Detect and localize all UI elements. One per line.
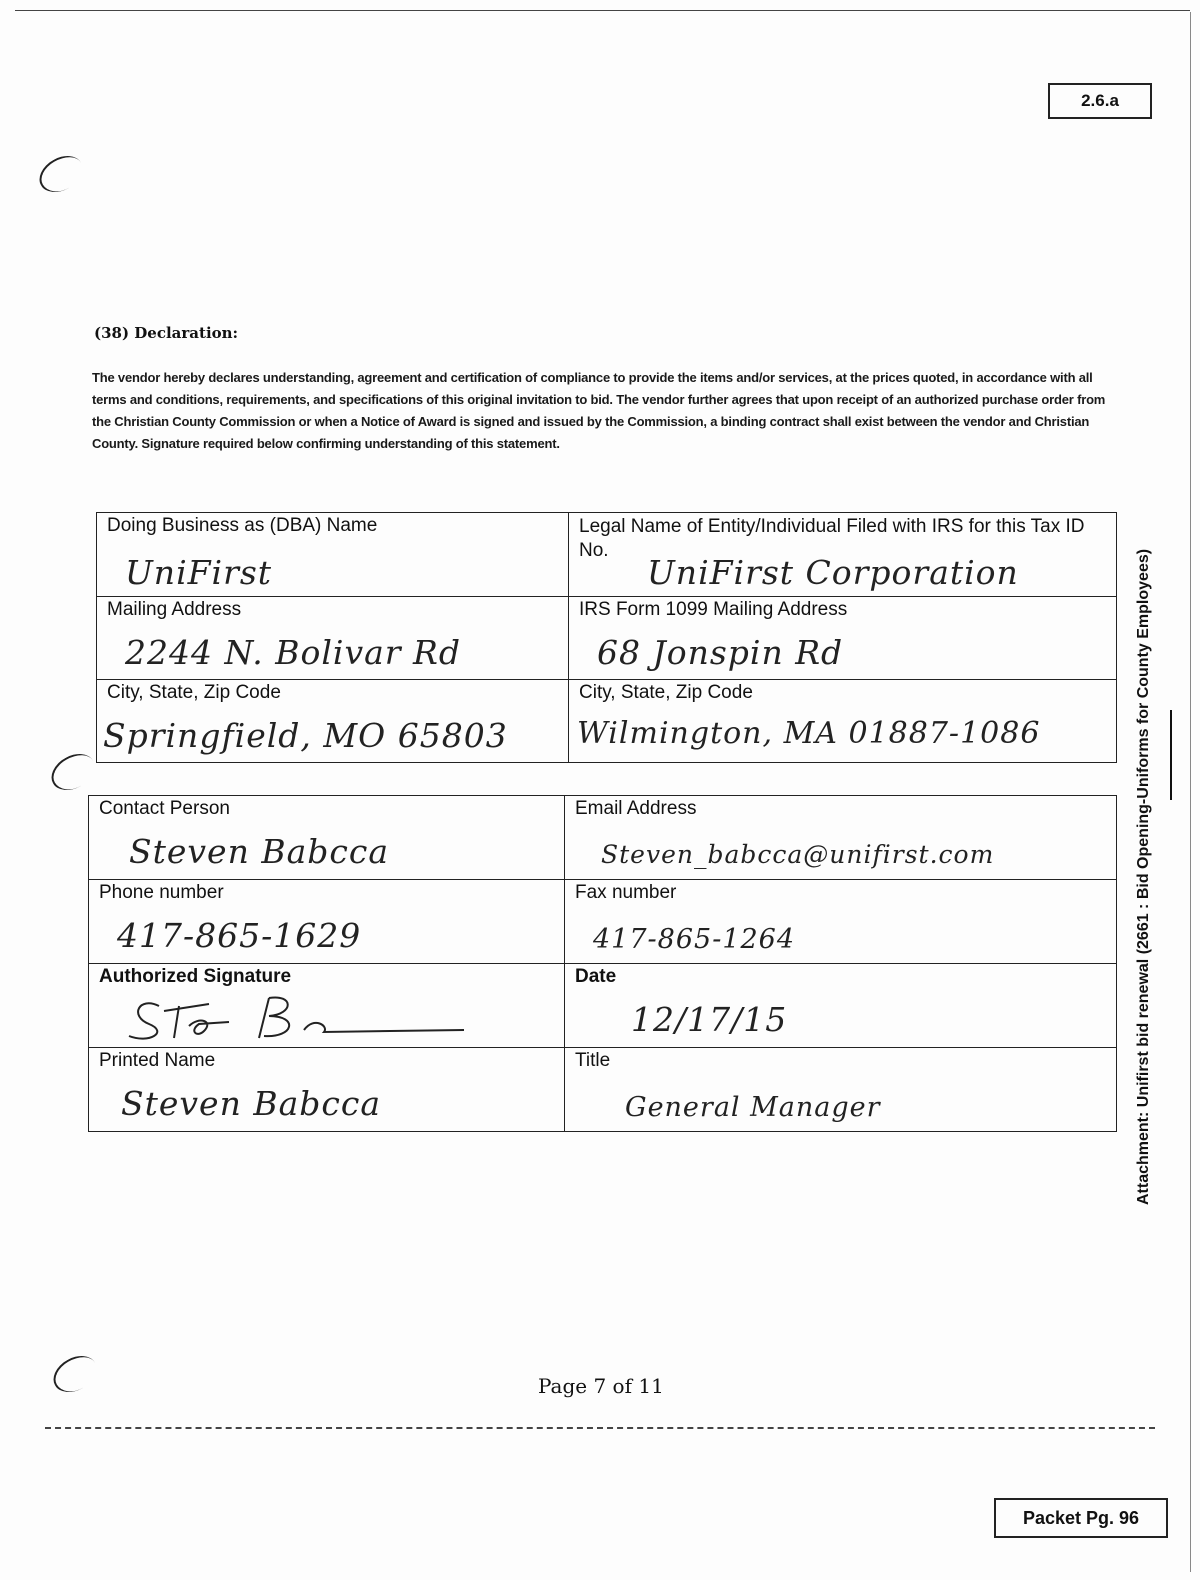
packet-page-stamp: Packet Pg. 96 bbox=[994, 1498, 1168, 1538]
right-border-line bbox=[1190, 12, 1191, 1572]
mailing-address-cell bbox=[97, 597, 569, 680]
attachment-side-note: Attachment: Unifirst bid renewal (2661 : Bid Opening-Uniforms for County Employees) bbox=[1135, 548, 1152, 1205]
section-stamp: 2.6.a bbox=[1048, 83, 1152, 119]
declaration-heading: (38) Declaration: bbox=[94, 324, 239, 342]
email-address-cell bbox=[565, 796, 1117, 880]
title-label: Title bbox=[575, 1050, 611, 1071]
contact-person-label: Contact Person bbox=[99, 798, 230, 819]
contact-person-value: Steven Babcca bbox=[129, 832, 390, 871]
handwritten-signature bbox=[119, 986, 479, 1046]
legal-name-value: UniFirst Corporation bbox=[647, 553, 1019, 592]
punch-hole-icon bbox=[47, 1349, 103, 1400]
top-border-line bbox=[15, 10, 1190, 11]
fax-number-value: 417-865-1264 bbox=[593, 924, 796, 955]
irs-city-state-zip-label: City, State, Zip Code bbox=[579, 682, 753, 703]
email-address-value: Steven_babcca@unifirst.com bbox=[601, 840, 995, 869]
authorized-signature-label: Authorized Signature bbox=[99, 966, 292, 987]
printed-name-label: Printed Name bbox=[99, 1050, 216, 1071]
irs-mailing-address-cell bbox=[569, 597, 1117, 680]
page-number: Page 7 of 11 bbox=[538, 1374, 664, 1398]
phone-number-value: 417-865-1629 bbox=[117, 916, 362, 955]
declaration-text: The vendor hereby declares understanding, agreement and certification of compliance to provide the items and/or services, at the prices quoted, in accordance with all terms and conditions, requirements, and specifications of this original invitation to bid. The vendor further agrees that upon receipt of an authorized purchase order from the Christian County Commission or when a Notice of Award is signed and issued by the Commission, a binding contract shall exist between the vendor and Christian County. Signature required below confirming understanding of this statement. bbox=[92, 370, 1106, 451]
dba-cell bbox=[97, 513, 569, 597]
city-state-zip-value: Springfield, MO 65803 bbox=[103, 716, 508, 755]
authorized-signature-cell bbox=[89, 964, 565, 1048]
date-value: 12/17/15 bbox=[631, 1000, 788, 1039]
email-address-label: Email Address bbox=[575, 798, 697, 819]
fax-number-cell bbox=[565, 880, 1117, 964]
side-margin-bar bbox=[1170, 710, 1172, 800]
vendor-address-table bbox=[96, 512, 1117, 763]
city-state-zip-label: City, State, Zip Code bbox=[107, 682, 281, 703]
mailing-address-value: 2244 N. Bolivar Rd bbox=[125, 633, 461, 672]
legal-name-label: Legal Name of Entity/Individual Filed with IRS for this Tax ID No. bbox=[579, 516, 1085, 561]
fax-number-label: Fax number bbox=[575, 882, 677, 903]
printed-name-value: Steven Babcca bbox=[121, 1084, 382, 1123]
irs-city-state-zip-cell bbox=[569, 680, 1117, 763]
dba-value: UniFirst bbox=[125, 553, 273, 592]
legal-name-cell bbox=[569, 513, 1117, 597]
phone-number-label: Phone number bbox=[99, 882, 224, 903]
mailing-address-label: Mailing Address bbox=[107, 599, 242, 620]
contact-person-cell bbox=[89, 796, 565, 880]
title-cell bbox=[565, 1048, 1117, 1132]
dba-label: Doing Business as (DBA) Name bbox=[107, 515, 378, 536]
title-value: General Manager bbox=[625, 1092, 881, 1123]
date-label: Date bbox=[575, 966, 617, 987]
city-state-zip-cell bbox=[97, 680, 569, 763]
printed-name-cell bbox=[89, 1048, 565, 1132]
date-cell bbox=[565, 964, 1117, 1048]
irs-mailing-address-label: IRS Form 1099 Mailing Address bbox=[579, 599, 848, 620]
vendor-contact-table bbox=[88, 795, 1117, 1132]
punch-hole-icon bbox=[45, 747, 101, 798]
phone-number-cell bbox=[89, 880, 565, 964]
perforation-line bbox=[45, 1427, 1155, 1429]
irs-city-state-zip-value: Wilmington, MA 01887-1086 bbox=[577, 716, 1041, 751]
irs-mailing-address-value: 68 Jonspin Rd bbox=[597, 633, 844, 672]
punch-hole-icon bbox=[33, 149, 89, 200]
